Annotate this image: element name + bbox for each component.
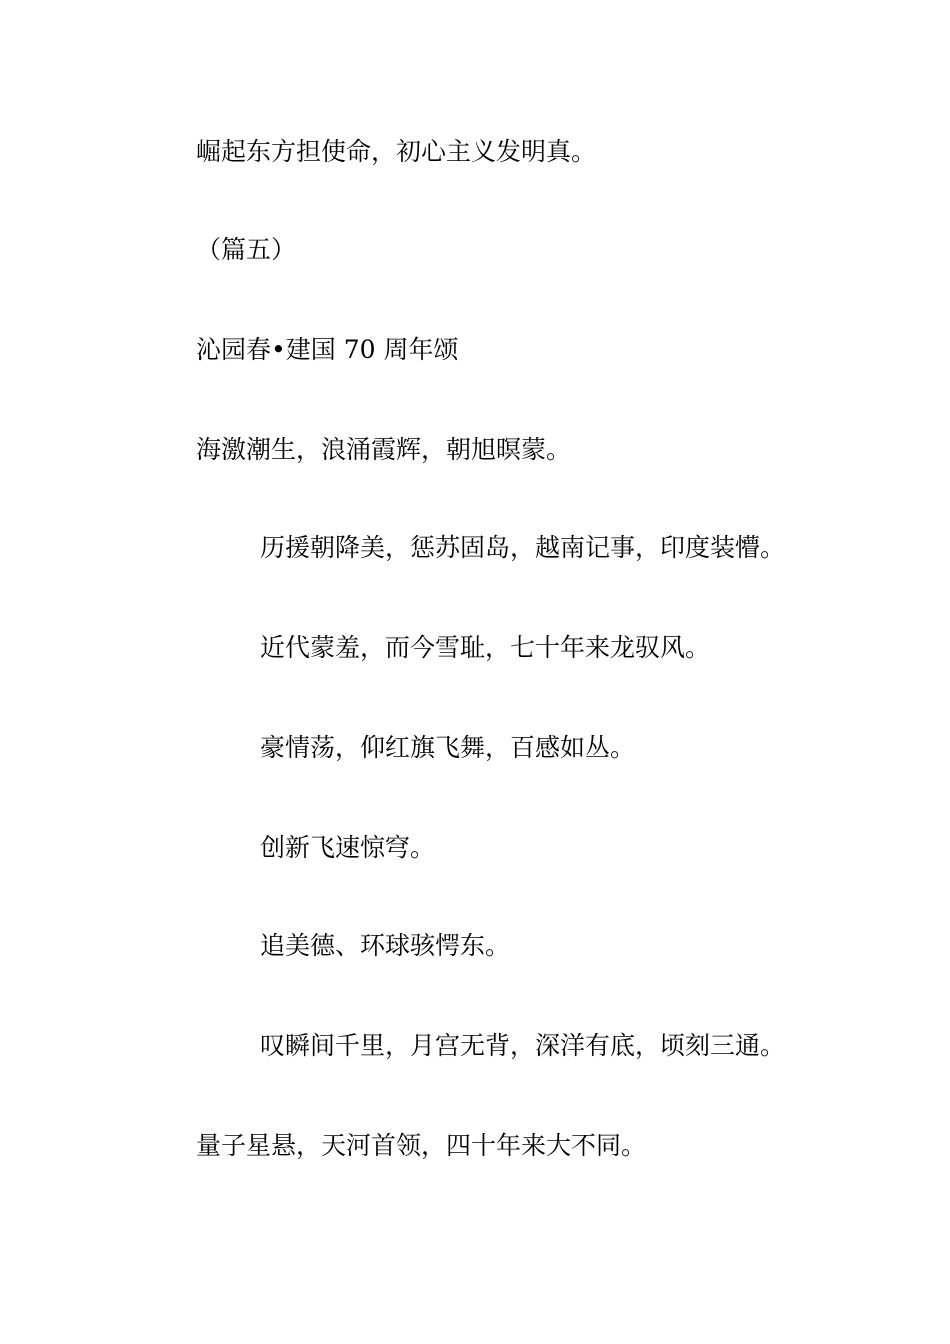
poem-title: 沁园春•建国 70 周年颂 bbox=[196, 335, 459, 364]
poem-line: 海激潮生，浪涌霞辉，朝旭暝蒙。 bbox=[196, 435, 572, 464]
poem-line: 量子星悬，天河首领，四十年来大不同。 bbox=[196, 1131, 647, 1160]
poem-line: 追美德、环球骇愕东。 bbox=[260, 931, 511, 960]
poem-line: 创新飞速惊穹。 bbox=[260, 833, 436, 862]
poem-line: 近代蒙羞，而今雪耻，七十年来龙驭风。 bbox=[260, 633, 711, 662]
poem-line: 历援朝降美，惩苏固岛，越南记事，印度装懵。 bbox=[260, 533, 786, 562]
poem-line: 豪情荡，仰红旗飞舞，百感如丛。 bbox=[260, 733, 636, 762]
poem-line-closing: 崛起东方担使命，初心主义发明真。 bbox=[196, 137, 597, 166]
poem-line: 叹瞬间千里，月宫无背，深洋有底，顷刻三通。 bbox=[260, 1031, 786, 1060]
section-label: （篇五） bbox=[196, 235, 297, 264]
